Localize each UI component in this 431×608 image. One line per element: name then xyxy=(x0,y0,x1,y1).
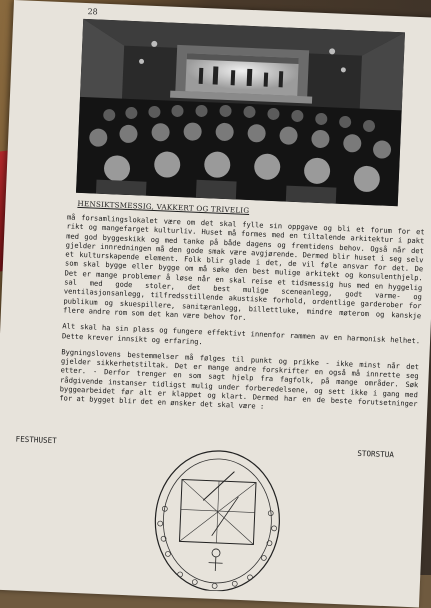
festhuset-label: FESTHUSET xyxy=(15,434,57,446)
page-number: 28 xyxy=(87,7,98,17)
auditorium-photo xyxy=(76,19,405,206)
photo-caption: HENSIKTSMESSIG, VAKKERT OG TRIVELIG xyxy=(77,198,250,216)
paragraph-1: må forsamlingslokalet være om det skal fylle sin oppgave og bli et forum for et rikt og mangefarget kulturliv. Huset må formes med en tiltalende arkitektur i pakt med god byggeskikk og med tanke på både dagens og fremtidens behov. Også når det gjelder innredningen må den gode smak være avgjørende. Dermed blir huset i seg selv et kulturskapende element. Folk blir glade i det, de vil føle ansvar for det. De som skal bygge eller bygge om må søke den best mulige arkitekt og konsulenthjelp. Det er mange problemer å løse når en skal reise et tidsmessig hus med en hyggelig sal med gode stoler, det best mulige sceneanlegg, godt varme- og ventilasjonsanlegg, tilfredsstillende akustiske forhold, ordentlige garderober for publikum og skuespillere, sanitæranlegg, billettluke, mindre møterom og kanskje flere andre rom som det kan være behov for. xyxy=(62,212,425,322)
paragraph-2: Alt skal ha sin plass og fungere effektivt innenfor rammen av en harmonisk helhet. Dette krever innsikt og erfaring. xyxy=(61,321,421,346)
building-sketch xyxy=(139,438,295,594)
paragraph-3: Bygningslovens bestemmelser må følges til punkt og prikke - ikke minst når det gjelder sikkerhetstiltak. Det er mange andre forskrifter en også må innrette seg etter. - Derfor trenger en som sagt hjelp fra fagfolk, på mange områder. Søk rådgivende instanser tidligst mulig under forberedelsene, og sett ikke i gang med byggearbeidet før alt er klappet og klart. Dermed har en de beste forutsetninger for at bygget blir det en ønsker det skal være : xyxy=(59,347,420,412)
storstua-label: STORSTUA xyxy=(357,448,395,460)
body-text xyxy=(59,212,425,424)
